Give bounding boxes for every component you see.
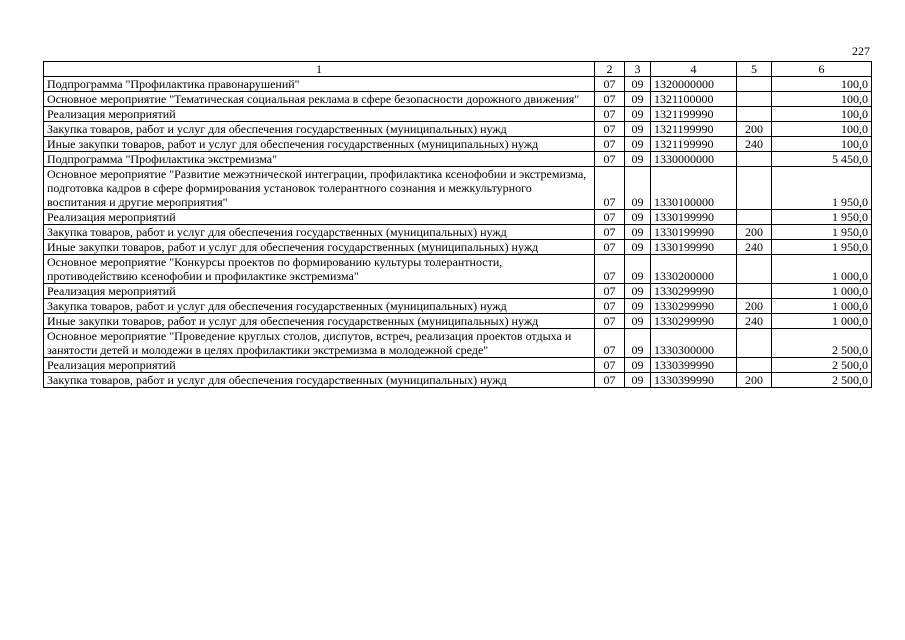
row-code-subsection: 09 (625, 314, 651, 329)
row-code-target: 1330199990 (651, 225, 737, 240)
row-code-section: 07 (595, 299, 625, 314)
row-code-section: 07 (595, 373, 625, 388)
row-amount: 100,0 (772, 77, 872, 92)
table-row (44, 77, 872, 92)
row-code-target: 1321199990 (651, 122, 737, 137)
row-name: Реализация мероприятий (44, 107, 595, 122)
row-code-target: 1330299990 (651, 314, 737, 329)
row-amount: 1 000,0 (772, 314, 872, 329)
row-code-section: 07 (595, 255, 625, 284)
table-row (44, 92, 872, 107)
row-code-expense-type (737, 92, 772, 107)
row-code-target: 1320000000 (651, 77, 737, 92)
table-row (44, 152, 872, 167)
row-code-section: 07 (595, 122, 625, 137)
table-row (44, 137, 872, 152)
row-name: Основное мероприятие "Тематическая социальная реклама в сфере безопасности дорожного движения" (44, 92, 595, 107)
row-code-subsection: 09 (625, 77, 651, 92)
row-code-target: 1330300000 (651, 329, 737, 358)
row-code-subsection: 09 (625, 358, 651, 373)
row-amount: 2 500,0 (772, 329, 872, 358)
row-name: Закупка товаров, работ и услуг для обеспечения государственных (муниципальных) нужд (44, 122, 595, 137)
row-code-expense-type (737, 167, 772, 210)
row-code-expense-type: 240 (737, 137, 772, 152)
table-row (44, 210, 872, 225)
row-name: Иные закупки товаров, работ и услуг для обеспечения государственных (муниципальных) нужд (44, 240, 595, 255)
row-code-target: 1330299990 (651, 299, 737, 314)
row-name: Реализация мероприятий (44, 284, 595, 299)
row-name: Основное мероприятие "Проведение круглых столов, диспутов, встреч, реализация проектов отдыха и занятости детей и молодежи в целях профилактики экстремизма в молодежной среде" (44, 329, 595, 358)
row-code-subsection: 09 (625, 329, 651, 358)
row-code-expense-type (737, 210, 772, 225)
column-header-3: 3 (625, 62, 651, 77)
row-code-expense-type: 200 (737, 225, 772, 240)
row-amount: 1 000,0 (772, 299, 872, 314)
row-code-target: 1330000000 (651, 152, 737, 167)
row-code-section: 07 (595, 152, 625, 167)
row-code-expense-type: 200 (737, 373, 772, 388)
row-name: Основное мероприятие "Развитие межэтнической интеграции, профилактика ксенофобии и экстремизма, подготовка кадров в сфере формирования установок толерантного сознания и межкультурного воспитания и другие мероприятия" (44, 167, 595, 210)
row-amount: 100,0 (772, 137, 872, 152)
row-amount: 100,0 (772, 122, 872, 137)
row-code-section: 07 (595, 167, 625, 210)
row-code-section: 07 (595, 358, 625, 373)
column-header-2: 2 (595, 62, 625, 77)
row-code-section: 07 (595, 92, 625, 107)
row-code-subsection: 09 (625, 137, 651, 152)
table-row (44, 240, 872, 255)
row-name: Иные закупки товаров, работ и услуг для обеспечения государственных (муниципальных) нужд (44, 314, 595, 329)
table-row (44, 358, 872, 373)
row-code-subsection: 09 (625, 122, 651, 137)
row-code-subsection: 09 (625, 225, 651, 240)
row-code-subsection: 09 (625, 284, 651, 299)
row-name: Реализация мероприятий (44, 210, 595, 225)
row-name: Основное мероприятие "Конкурсы проектов по формированию культуры толерантности, противодействию ксенофобии и профилактике экстремизма" (44, 255, 595, 284)
column-header-4: 4 (651, 62, 737, 77)
row-code-subsection: 09 (625, 107, 651, 122)
row-code-subsection: 09 (625, 167, 651, 210)
row-code-section: 07 (595, 329, 625, 358)
table-row (44, 107, 872, 122)
table-body (44, 77, 872, 388)
row-code-target: 1321199990 (651, 137, 737, 152)
row-name: Подпрограмма "Профилактика правонарушений" (44, 77, 595, 92)
row-amount: 1 950,0 (772, 167, 872, 210)
row-code-subsection: 09 (625, 210, 651, 225)
row-code-expense-type (737, 255, 772, 284)
row-code-subsection: 09 (625, 92, 651, 107)
row-code-expense-type: 200 (737, 299, 772, 314)
table-row (44, 299, 872, 314)
row-code-subsection: 09 (625, 240, 651, 255)
table-row (44, 225, 872, 240)
row-code-section: 07 (595, 210, 625, 225)
row-amount: 100,0 (772, 92, 872, 107)
column-header-5: 5 (737, 62, 772, 77)
row-code-section: 07 (595, 137, 625, 152)
row-code-target: 1330299990 (651, 284, 737, 299)
row-code-subsection: 09 (625, 255, 651, 284)
row-code-section: 07 (595, 107, 625, 122)
budget-table (43, 61, 872, 388)
table-row (44, 167, 872, 210)
row-code-expense-type: 240 (737, 240, 772, 255)
row-amount: 1 950,0 (772, 240, 872, 255)
row-code-target: 1321100000 (651, 92, 737, 107)
table-row (44, 255, 872, 284)
row-code-section: 07 (595, 284, 625, 299)
row-name: Подпрограмма "Профилактика экстремизма" (44, 152, 595, 167)
row-code-expense-type (737, 107, 772, 122)
row-amount: 2 500,0 (772, 373, 872, 388)
row-amount: 100,0 (772, 107, 872, 122)
row-name: Закупка товаров, работ и услуг для обеспечения государственных (муниципальных) нужд (44, 225, 595, 240)
row-name: Закупка товаров, работ и услуг для обеспечения государственных (муниципальных) нужд (44, 373, 595, 388)
row-code-subsection: 09 (625, 299, 651, 314)
row-code-target: 1330199990 (651, 240, 737, 255)
row-code-target: 1330200000 (651, 255, 737, 284)
row-code-target: 1330399990 (651, 373, 737, 388)
table-row (44, 284, 872, 299)
row-code-section: 07 (595, 77, 625, 92)
row-amount: 1 000,0 (772, 255, 872, 284)
row-code-expense-type (737, 284, 772, 299)
row-name: Реализация мероприятий (44, 358, 595, 373)
row-code-expense-type (737, 329, 772, 358)
row-code-section: 07 (595, 314, 625, 329)
row-code-target: 1330399990 (651, 358, 737, 373)
row-code-target: 1330100000 (651, 167, 737, 210)
row-name: Иные закупки товаров, работ и услуг для обеспечения государственных (муниципальных) нужд (44, 137, 595, 152)
table-row (44, 122, 872, 137)
row-code-expense-type (737, 358, 772, 373)
row-code-expense-type: 200 (737, 122, 772, 137)
row-amount: 1 950,0 (772, 225, 872, 240)
row-code-section: 07 (595, 225, 625, 240)
row-code-target: 1321199990 (651, 107, 737, 122)
row-amount: 1 000,0 (772, 284, 872, 299)
row-name: Закупка товаров, работ и услуг для обеспечения государственных (муниципальных) нужд (44, 299, 595, 314)
row-amount: 5 450,0 (772, 152, 872, 167)
page-number: 227 (852, 44, 870, 58)
column-header-1: 1 (44, 62, 595, 77)
table-row (44, 373, 872, 388)
row-code-subsection: 09 (625, 152, 651, 167)
row-code-expense-type: 240 (737, 314, 772, 329)
table-row (44, 329, 872, 358)
header-row (44, 62, 872, 77)
table-row (44, 314, 872, 329)
row-code-expense-type (737, 77, 772, 92)
row-amount: 2 500,0 (772, 358, 872, 373)
row-code-expense-type (737, 152, 772, 167)
row-code-section: 07 (595, 240, 625, 255)
row-code-target: 1330199990 (651, 210, 737, 225)
row-amount: 1 950,0 (772, 210, 872, 225)
column-header-6: 6 (772, 62, 872, 77)
row-code-subsection: 09 (625, 373, 651, 388)
